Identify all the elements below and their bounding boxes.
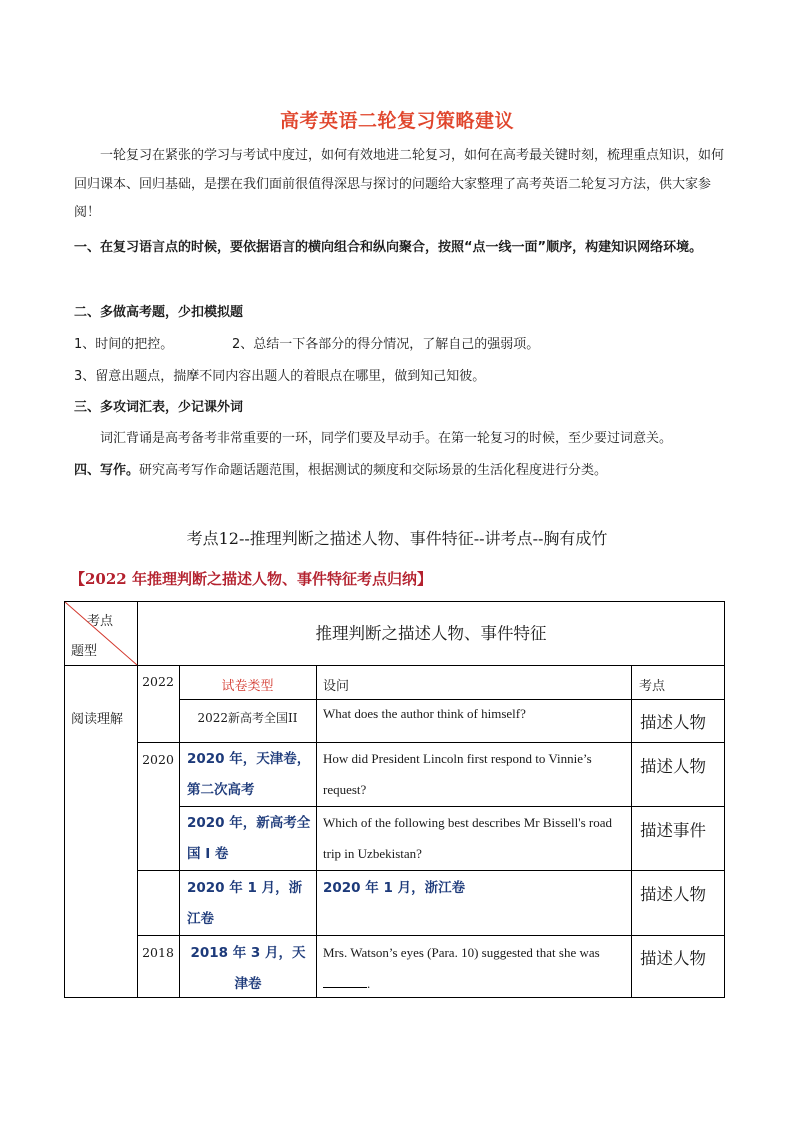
summary-heading: 【2022 年推理判断之描述人物、事件特征考点归纳】 <box>70 570 432 588</box>
table-row-2-point: 描述人物 <box>640 757 706 776</box>
section-4-label: 四、写作。 <box>74 463 140 478</box>
table-header-title: 推理判断之描述人物、事件特征 <box>315 624 547 643</box>
table-line <box>137 870 725 871</box>
table-row-5-point: 描述人物 <box>640 949 706 968</box>
section-2-item-3: 3、留意出题点，揣摩不同内容出题人的着眼点在哪里，做到知己知彼。 <box>74 369 486 384</box>
col-point-header: 考点 <box>639 679 666 694</box>
col-question-header: 设问 <box>323 679 350 694</box>
table-row-2-question: How did President Lincoln first respond to Vinnie’s request? <box>323 751 592 797</box>
section-2-title: 二、多做高考题，少扣模拟题 <box>74 305 244 320</box>
summary-table <box>64 601 725 998</box>
table-line <box>65 665 725 666</box>
section-heading: 考点12--推理判断之描述人物、事件特征--讲考点--胸有成竹 <box>186 529 608 548</box>
corner-bottom-label: 题型 <box>71 644 98 659</box>
table-row-5-paper: 2018 年 3 月，天津卷 <box>190 945 306 992</box>
year-2018: 2018 <box>142 945 174 960</box>
table-line <box>316 665 317 998</box>
table-row-4-question: 2020 年 1 月，浙江卷 <box>323 880 466 896</box>
section-3-title: 三、多攻词汇表，少记课外词 <box>74 400 244 415</box>
table-row-1-point: 描述人物 <box>640 713 706 732</box>
section-1: 一、在复习语言点的时候，要依据语言的横向组合和纵向聚合，按照“点一线一面”顺序，构建知识网络环境。 <box>74 240 703 255</box>
year-2022: 2022 <box>142 674 174 689</box>
year-2020: 2020 <box>142 752 174 767</box>
section-4-body: 研究高考写作命题话题范围，根据测试的频度和交际场景的生活化程度进行分类。 <box>139 463 608 478</box>
table-row-5-question-wrap: Mrs. Watson’s eyes (Para. 10) suggested that she was . <box>323 945 600 991</box>
page-title: 高考英语二轮复习策略建议 <box>279 110 514 132</box>
table-row-5-question: Mrs. Watson’s eyes (Para. 10) suggested that she was <box>323 945 600 960</box>
table-row-3-question: Which of the following best describes Mr Bissell's road trip in Uzbekistan? <box>323 815 613 861</box>
answer-blank <box>323 975 367 988</box>
table-row-4-paper: 2020 年 1 月，浙江卷 <box>187 880 303 927</box>
category-label: 阅读理解 <box>71 712 124 727</box>
col-paper-header: 试卷类型 <box>221 679 274 694</box>
corner-top-label: 考点 <box>87 614 114 629</box>
table-row-1-question: What does the author think of himself? <box>323 706 526 721</box>
table-row-4-point: 描述人物 <box>640 885 706 904</box>
table-row-2-paper: 2020 年，天津卷，第二次高考 <box>187 751 311 798</box>
table-line <box>179 699 725 700</box>
table-row-3-point: 描述事件 <box>640 821 706 840</box>
intro-paragraph: 一轮复习在紧张的学习与考试中度过，如何有效地进二轮复习，如何在高考最关键时刻，梳理重点知识，如何回归课本、回归基础，是摆在我们面前很值得深思与探讨的问题给大家整理了高考英语二轮复习方法，供大家参阅！ <box>74 148 725 220</box>
section-3-body: 词汇背诵是高考备考非常重要的一环，同学们要及早动手。在第一轮复习的时候，至少要过词意关。 <box>100 431 673 446</box>
section-2-item-2: 2、总结一下各部分的得分情况，了解自己的强弱项。 <box>232 337 540 352</box>
table-row-3-paper: 2020 年，新高考全国 I 卷 <box>187 815 311 862</box>
section-2-item-1: 1、时间的把控。 <box>74 337 174 352</box>
section-4 <box>74 461 724 481</box>
table-line <box>631 665 632 998</box>
table-row-1-paper: 2022新高考全国II <box>197 711 298 725</box>
table-line <box>137 935 725 936</box>
